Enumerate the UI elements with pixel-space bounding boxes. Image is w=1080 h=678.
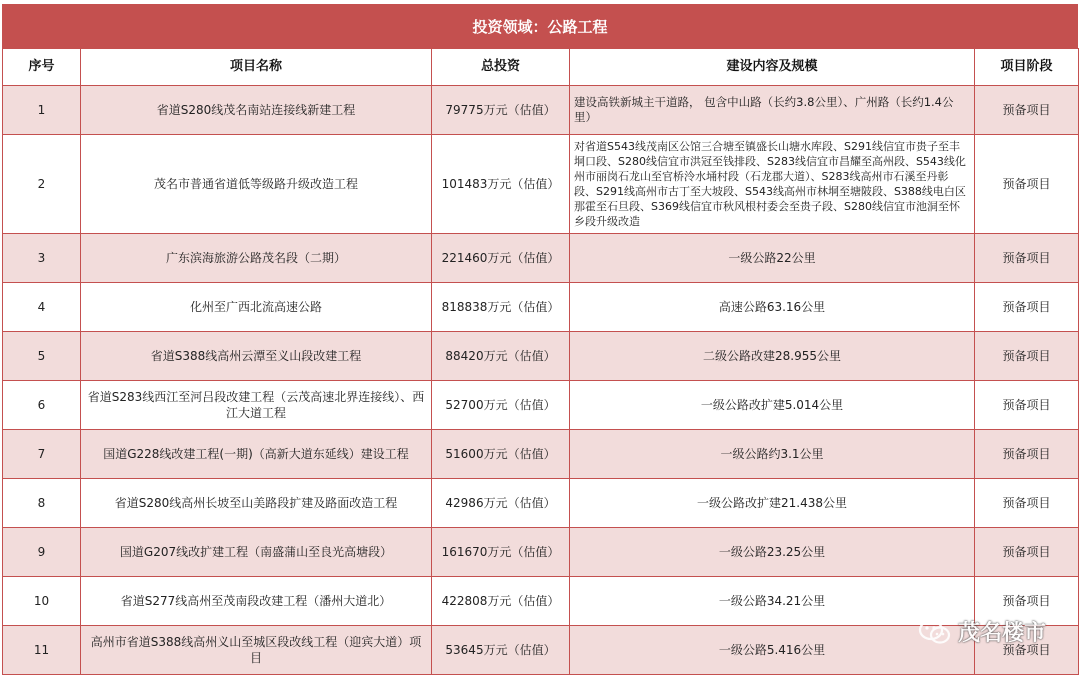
cell-content: 一级公路约3.1公里 [570, 430, 975, 479]
cell-no: 8 [3, 479, 81, 528]
cell-name: 省道S283线西江至河吕段改建工程（云茂高速北界连接线）、西江大道工程 [81, 381, 432, 430]
header-no: 序号 [3, 49, 81, 86]
wechat-icon [918, 619, 952, 645]
cell-content: 二级公路改建28.955公里 [570, 332, 975, 381]
table-row [3, 135, 1079, 234]
cell-name: 国道G228线改建工程(一期)（高新大道东延线）建设工程 [81, 430, 432, 479]
cell-no: 10 [3, 577, 81, 626]
cell-investment: 53645万元（估值） [432, 626, 570, 675]
cell-name: 省道S277线高州至茂南段改建工程（潘州大道北） [81, 577, 432, 626]
cell-content: 一级公路5.416公里 [570, 626, 975, 675]
cell-investment: 422808万元（估值） [432, 577, 570, 626]
cell-no: 7 [3, 430, 81, 479]
cell-name: 国道G207线改扩建工程（南盛蒲山至良光高塘段） [81, 528, 432, 577]
cell-stage: 预备项目 [975, 234, 1079, 283]
table-row [3, 528, 1079, 577]
cell-investment: 161670万元（估值） [432, 528, 570, 577]
cell-investment: 51600万元（估值） [432, 430, 570, 479]
cell-investment: 52700万元（估值） [432, 381, 570, 430]
cell-no: 5 [3, 332, 81, 381]
header-investment: 总投资 [432, 49, 570, 86]
cell-name: 化州至广西北流高速公路 [81, 283, 432, 332]
cell-investment: 221460万元（估值） [432, 234, 570, 283]
cell-investment: 88420万元（估值） [432, 332, 570, 381]
cell-stage: 预备项目 [975, 135, 1079, 234]
table-row [3, 381, 1079, 430]
cell-name: 高州市省道S388线高州义山至城区段改线工程（迎宾大道）项目 [81, 626, 432, 675]
cell-stage: 预备项目 [975, 626, 1079, 675]
cell-content: 一级公路22公里 [570, 234, 975, 283]
watermark-text: 茂名楼市 [957, 621, 1046, 646]
cell-investment: 101483万元（估值） [432, 135, 570, 234]
cell-no: 6 [3, 381, 81, 430]
table-row [3, 283, 1079, 332]
cell-name: 广东滨海旅游公路茂名段（二期） [81, 234, 432, 283]
table-row [3, 430, 1079, 479]
cell-stage: 预备项目 [975, 86, 1079, 135]
cell-stage: 预备项目 [975, 577, 1079, 626]
table-row [3, 479, 1079, 528]
cell-stage: 预备项目 [975, 479, 1079, 528]
cell-investment: 42986万元（估值） [432, 479, 570, 528]
header-stage: 项目阶段 [975, 49, 1079, 86]
cell-investment: 79775万元（估值） [432, 86, 570, 135]
header-content: 建设内容及规模 [570, 49, 975, 86]
cell-content: 建设高铁新城主干道路， 包含中山路（长约3.8公里）、广州路（长约1.4公里） [570, 86, 975, 135]
cell-content: 一级公路改扩建5.014公里 [570, 381, 975, 430]
cell-content: 一级公路23.25公里 [570, 528, 975, 577]
table-title: 投资领域：公路工程 [2, 4, 1078, 48]
header-row [3, 49, 1079, 86]
cell-stage: 预备项目 [975, 430, 1079, 479]
cell-name: 茂名市普通省道低等级路升级改造工程 [81, 135, 432, 234]
header-name: 项目名称 [81, 49, 432, 86]
cell-content: 对省道S543线茂南区公馆三合塘至镇盛长山塘水库段、S291线信宜市贵子至丰垌口段、S280线信宜市洪冠至钱排段、S283线信宜市昌耀至高州段、S543线化州市丽岗石龙山至官桥泠水埇村段（石龙郡大道）、S283线高州市石溪至丹彰段、S291线高州市古丁至大坡段、S543线高州市林垌至塘陂段、S388线电白区那霍至石旦段、S369线信宜市秋风根村委会至贵子段、S280线信宜市池洞至怀乡段升级改造 [570, 135, 975, 234]
cell-stage: 预备项目 [975, 283, 1079, 332]
watermark [918, 616, 1046, 647]
cell-stage: 预备项目 [975, 332, 1079, 381]
table-row [3, 86, 1079, 135]
cell-no: 9 [3, 528, 81, 577]
projects-table [2, 48, 1079, 675]
cell-no: 1 [3, 86, 81, 135]
cell-no: 11 [3, 626, 81, 675]
cell-content: 一级公路34.21公里 [570, 577, 975, 626]
cell-content: 一级公路改扩建21.438公里 [570, 479, 975, 528]
cell-stage: 预备项目 [975, 381, 1079, 430]
cell-name: 省道S388线高州云潭至义山段改建工程 [81, 332, 432, 381]
cell-no: 4 [3, 283, 81, 332]
table-row [3, 234, 1079, 283]
cell-content: 高速公路63.16公里 [570, 283, 975, 332]
cell-investment: 818838万元（估值） [432, 283, 570, 332]
cell-name: 省道S280线高州长坡至山美路段扩建及路面改造工程 [81, 479, 432, 528]
cell-name: 省道S280线茂名南站连接线新建工程 [81, 86, 432, 135]
cell-no: 3 [3, 234, 81, 283]
cell-stage: 预备项目 [975, 528, 1079, 577]
cell-no: 2 [3, 135, 81, 234]
table-row [3, 332, 1079, 381]
